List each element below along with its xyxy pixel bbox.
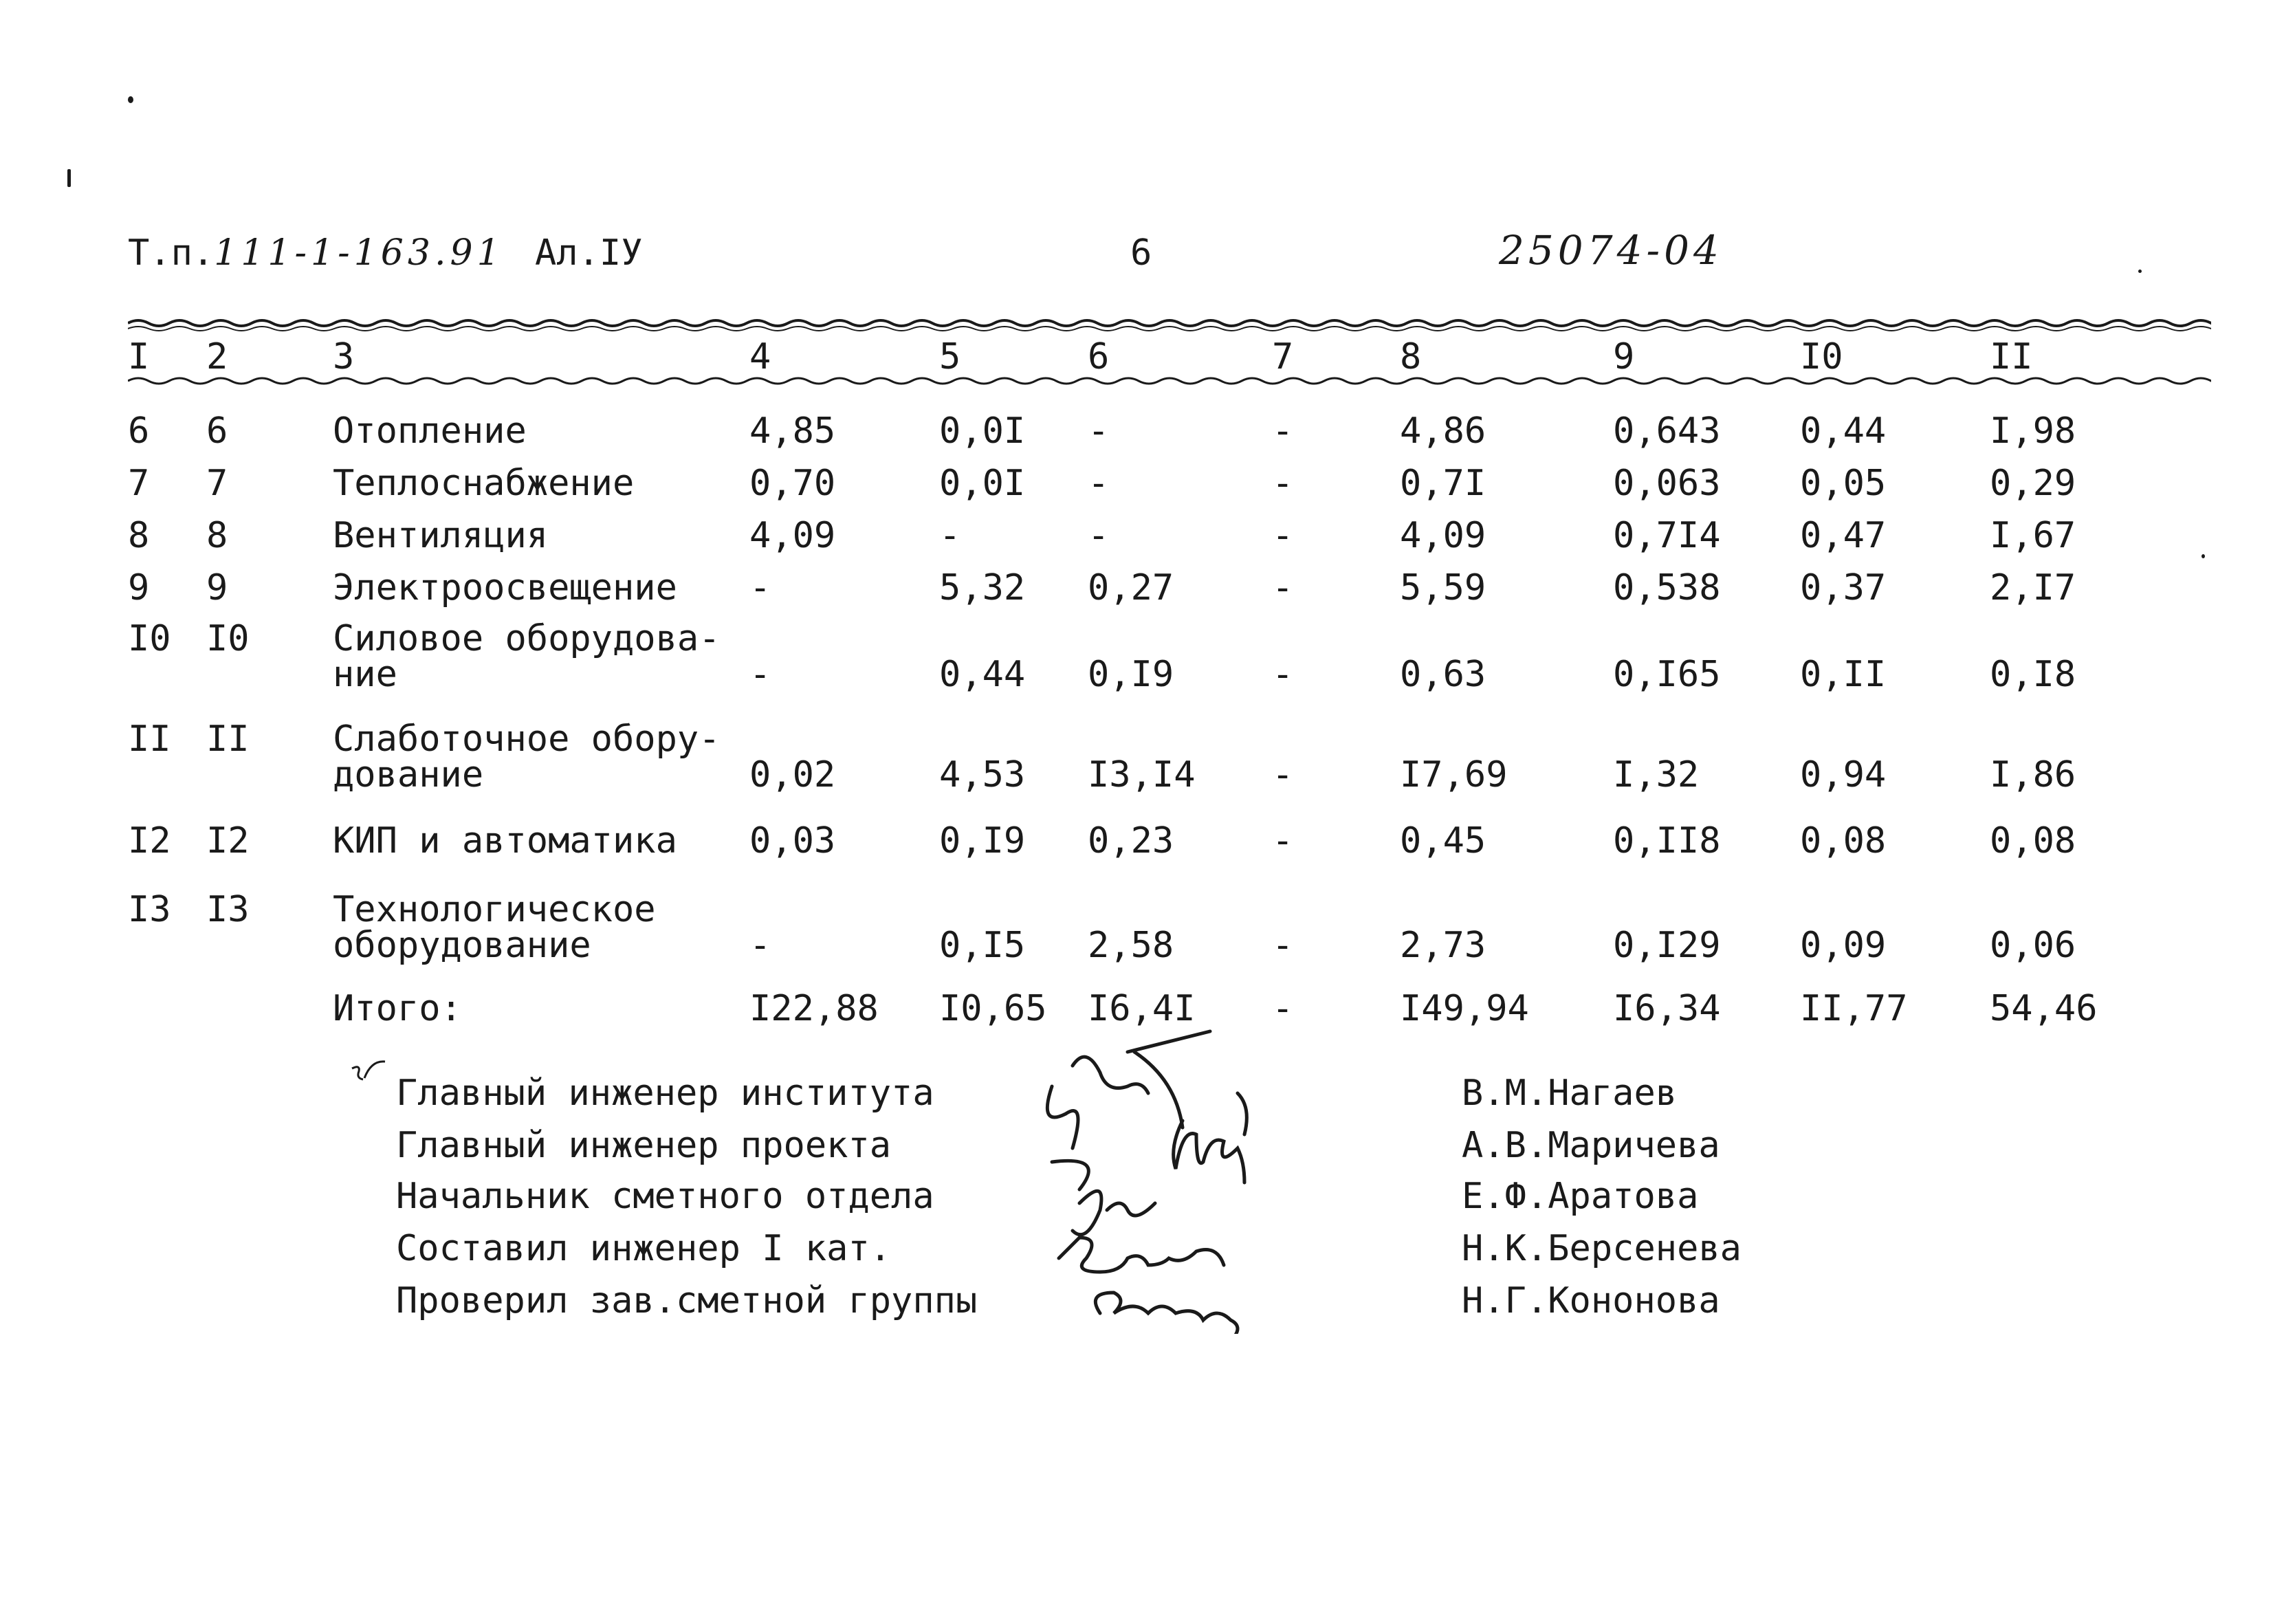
row-value: -: [749, 654, 771, 695]
row-value: 0,I8: [1990, 654, 2076, 695]
project-prefix: Т.п.: [128, 232, 215, 274]
signatory-position: Главный инженер проекта: [396, 1125, 892, 1166]
row-index: 9: [206, 567, 228, 608]
row-value: -: [1272, 754, 1294, 795]
row-value: -: [1272, 820, 1294, 862]
signatory-position: Составил инженер I кат.: [396, 1228, 892, 1269]
column-header: 5: [939, 336, 961, 377]
signatory-name: В.М.Нагаев: [1462, 1073, 1678, 1114]
row-value: 0,08: [1990, 820, 2076, 862]
row-index: I3: [206, 889, 250, 930]
row-value: 0,02: [749, 754, 836, 795]
total-value: 54,46: [1990, 988, 2098, 1029]
signatory-position: Главный инженер института: [396, 1073, 934, 1114]
row-value: 0,23: [1088, 820, 1174, 862]
row-value: 0,94: [1800, 754, 1887, 795]
row-index: 8: [206, 515, 228, 556]
row-value: 0,05: [1800, 463, 1887, 504]
row-value: 4,09: [749, 515, 836, 556]
total-value: I22,88: [749, 988, 879, 1029]
table-header-rule: [128, 367, 2211, 393]
row-value: I,98: [1990, 410, 2076, 452]
row-name: ние: [333, 654, 397, 695]
row-name: дование: [333, 754, 484, 795]
handwritten-mark-icon: [348, 1059, 389, 1093]
album-label: Ал.IУ: [534, 232, 643, 274]
row-value: 2,I7: [1990, 567, 2076, 608]
row-value: I,86: [1990, 754, 2076, 795]
row-value: 0,06: [1990, 925, 2076, 966]
row-value: 0,I29: [1613, 925, 1721, 966]
column-header: 2: [206, 336, 228, 377]
signatory-position: Начальник сметного отдела: [396, 1176, 934, 1217]
row-value: -: [1272, 567, 1294, 608]
row-name: Силовое оборудова-: [333, 618, 721, 659]
row-number: 6: [128, 410, 150, 452]
total-value: I0,65: [939, 988, 1047, 1029]
row-value: 0,II8: [1613, 820, 1721, 862]
row-value: 4,09: [1400, 515, 1486, 556]
signatory-name: А.В.Маричева: [1462, 1125, 1720, 1166]
row-value: 0,I5: [939, 925, 1026, 966]
row-index: II: [206, 718, 250, 760]
signatory-name: Н.К.Берсенева: [1462, 1228, 1742, 1269]
row-value: 0,I65: [1613, 654, 1721, 695]
table-top-rule: [128, 308, 2211, 334]
row-value: 0,7I: [1400, 463, 1486, 504]
column-header: 3: [333, 336, 355, 377]
scan-speck: [2201, 554, 2205, 558]
row-value: 0,0I: [939, 410, 1026, 452]
row-value: 0,63: [1400, 654, 1486, 695]
row-name: Отопление: [333, 410, 527, 452]
row-value: 5,32: [939, 567, 1026, 608]
row-number: 8: [128, 515, 150, 556]
row-number: 9: [128, 567, 150, 608]
row-name: Теплоснабжение: [333, 463, 635, 504]
total-label: Итого:: [333, 988, 462, 1029]
row-name: оборудование: [333, 925, 591, 966]
row-index: I0: [206, 618, 250, 659]
scan-speck: [128, 96, 133, 103]
row-value: 0,70: [749, 463, 836, 504]
row-number: I2: [128, 820, 171, 862]
row-value: -: [1272, 515, 1294, 556]
row-value: 0,08: [1800, 820, 1887, 862]
row-value: 0,47: [1800, 515, 1887, 556]
row-value: 0,643: [1613, 410, 1721, 452]
row-name: Электроосвещение: [333, 567, 677, 608]
row-value: 4,85: [749, 410, 836, 452]
handwritten-project-number: 111-1-163.91: [214, 232, 504, 274]
row-value: 0,44: [939, 654, 1026, 695]
row-value: I,32: [1613, 754, 1700, 795]
row-value: 4,53: [939, 754, 1026, 795]
row-value: 5,59: [1400, 567, 1486, 608]
row-value: 0,45: [1400, 820, 1486, 862]
signature-scribble-icon: [1031, 1024, 1320, 1334]
column-header: I: [128, 336, 150, 377]
row-value: 2,58: [1088, 925, 1174, 966]
doc-header: [128, 232, 643, 274]
row-value: 0,7I4: [1613, 515, 1721, 556]
total-value: -: [1272, 988, 1294, 1029]
row-value: -: [1088, 463, 1110, 504]
signatory-position: Проверил зав.сметной группы: [396, 1280, 978, 1321]
row-index: I2: [206, 820, 250, 862]
total-value: I49,94: [1400, 988, 1529, 1029]
row-value: -: [749, 925, 771, 966]
row-index: 7: [206, 463, 228, 504]
row-value: I7,69: [1400, 754, 1508, 795]
row-value: 0,063: [1613, 463, 1721, 504]
row-value: 0,538: [1613, 567, 1721, 608]
row-value: 0,44: [1800, 410, 1887, 452]
signatory-name: Н.Г.Кононова: [1462, 1280, 1720, 1321]
row-value: 0,29: [1990, 463, 2076, 504]
row-value: -: [1272, 654, 1294, 695]
row-value: 0,27: [1088, 567, 1174, 608]
column-header: I0: [1800, 336, 1843, 377]
row-value: 0,I9: [939, 820, 1026, 862]
row-number: I3: [128, 889, 171, 930]
row-value: 0,37: [1800, 567, 1887, 608]
row-value: 0,I9: [1088, 654, 1174, 695]
row-value: 0,II: [1800, 654, 1887, 695]
row-value: -: [1272, 925, 1294, 966]
row-value: -: [1088, 410, 1110, 452]
row-number: II: [128, 718, 171, 760]
column-header: 6: [1088, 336, 1110, 377]
row-number: 7: [128, 463, 150, 504]
scan-speck: [67, 169, 71, 187]
column-header: 4: [749, 336, 771, 377]
handwritten-doc-code: 25074-04: [1499, 227, 1723, 274]
row-value: -: [1272, 410, 1294, 452]
total-value: II,77: [1800, 988, 1908, 1029]
row-value: I3,I4: [1088, 754, 1196, 795]
page-number: 6: [1130, 232, 1152, 274]
row-name: КИП и автоматика: [333, 820, 677, 862]
row-value: -: [749, 567, 771, 608]
total-value: I6,4I: [1088, 988, 1196, 1029]
column-header: 8: [1400, 336, 1422, 377]
total-value: I6,34: [1613, 988, 1721, 1029]
column-header: 7: [1272, 336, 1294, 377]
row-name: Вентиляция: [333, 515, 549, 556]
row-value: -: [1088, 515, 1110, 556]
row-index: 6: [206, 410, 228, 452]
row-value: 4,86: [1400, 410, 1486, 452]
row-value: -: [1272, 463, 1294, 504]
row-number: I0: [128, 618, 171, 659]
scan-speck: [2138, 270, 2142, 273]
column-header: II: [1990, 336, 2033, 377]
row-name: Технологическое: [333, 889, 656, 930]
signatory-name: Е.Ф.Аратова: [1462, 1176, 1699, 1217]
row-value: -: [939, 515, 961, 556]
row-value: 2,73: [1400, 925, 1486, 966]
row-value: 0,03: [749, 820, 836, 862]
row-value: I,67: [1990, 515, 2076, 556]
column-header: 9: [1613, 336, 1635, 377]
row-value: 0,0I: [939, 463, 1026, 504]
row-name: Слаботочное обору-: [333, 718, 721, 760]
row-value: 0,09: [1800, 925, 1887, 966]
